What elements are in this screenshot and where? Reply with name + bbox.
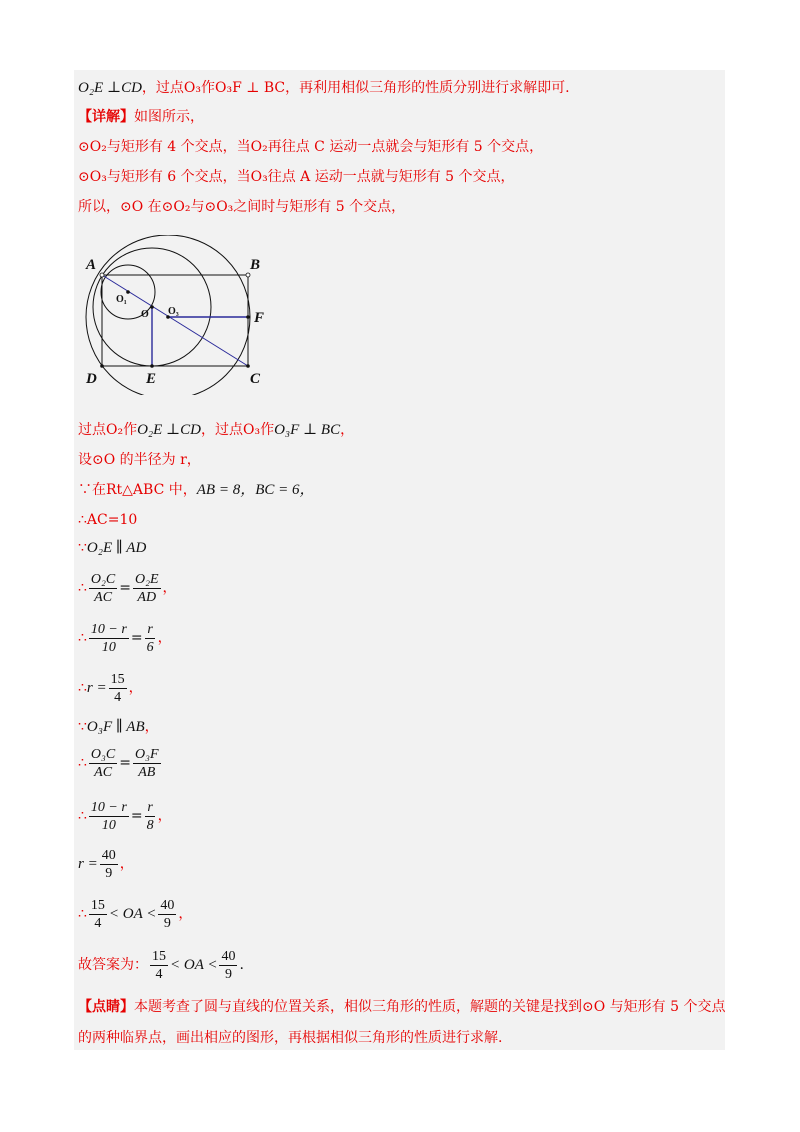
therefore-symbol: ∴	[78, 808, 87, 824]
point-a	[100, 273, 104, 277]
solution-line: ∴AC=10	[78, 512, 138, 528]
text-span: ，过点O₃作O₃F ⊥ BC，再利用相似三角形的性质分别进行求解即可.	[141, 80, 570, 96]
denominator: 4	[94, 915, 102, 931]
label-b: B	[250, 257, 261, 273]
math-expression: < OA <	[108, 906, 157, 922]
fraction	[89, 621, 129, 656]
therefore-symbol: ∴	[78, 906, 87, 922]
therefore-symbol: ∴	[78, 680, 87, 696]
solution-line	[78, 717, 159, 737]
denominator: 4	[155, 966, 163, 982]
math-expression: < OA <	[170, 957, 218, 973]
fraction	[100, 847, 118, 882]
denominator: AD	[137, 589, 157, 605]
text-span: ，过点O₃作	[201, 422, 275, 438]
denominator: 9	[163, 915, 171, 931]
label-a: A	[86, 257, 97, 273]
math-expression: O₃F ⊥ BC	[274, 422, 341, 438]
numerator: 40	[160, 897, 175, 913]
text-span: ，	[119, 856, 134, 872]
math-expression: AB = 8，BC = 6，	[196, 482, 315, 498]
solution-line: 所以，⊙O 在⊙O₂与⊙O₃之间时与矩形有 5 个交点，	[78, 199, 406, 215]
text-span: ∵	[78, 540, 87, 556]
solution-line	[78, 480, 315, 500]
therefore-symbol: ∴	[78, 755, 87, 771]
solution-line: 设⊙O 的半径为 r，	[78, 452, 201, 468]
solution-line: ⊙O₂与矩形有 4 个交点，当O₂再往点 C 运动一点就会与矩形有 5 个交点，	[78, 139, 544, 155]
fraction	[89, 571, 117, 606]
equation-line	[78, 896, 192, 932]
fraction	[89, 746, 117, 781]
denominator: AC	[94, 589, 113, 605]
denominator: AB	[138, 764, 156, 780]
point-d	[100, 364, 104, 368]
label-d: D	[86, 371, 97, 387]
numerator: O₃C	[90, 746, 116, 762]
geometry-figure	[80, 235, 280, 395]
point-b	[246, 273, 250, 277]
fraction	[145, 621, 156, 656]
numerator: r	[147, 621, 153, 637]
text-span: 如图所示，	[134, 109, 204, 125]
solution-line	[78, 420, 354, 440]
equation-line	[78, 846, 134, 882]
point-c	[246, 364, 250, 368]
text-span: ，	[144, 719, 159, 735]
numerator: 15	[152, 948, 166, 964]
text-span: ，	[340, 422, 355, 438]
point-f	[246, 315, 250, 319]
denominator: 4	[114, 689, 122, 705]
label-o1: O₁	[116, 294, 127, 305]
text-span: ，	[157, 808, 172, 824]
fraction	[133, 746, 161, 781]
denominator: 9	[224, 966, 232, 982]
text-span: ，	[162, 580, 177, 596]
numerator: O₂E	[134, 571, 159, 587]
numerator: 15	[90, 897, 105, 913]
fraction	[158, 897, 176, 932]
answer-label: 故答案为：	[78, 957, 148, 973]
fraction	[150, 948, 168, 983]
fraction	[145, 799, 156, 834]
equation-line: ∴ $\frac{10 - r}{10}$ = $\frac{r}{6}$ ，	[78, 621, 172, 655]
text-span: ∵在Rt△ABC 中，	[78, 482, 197, 498]
label-e: E	[146, 371, 157, 387]
solution-line	[78, 538, 146, 558]
text-span: 本题考查了圆与直线的位置关系，相似三角形的性质，解题的关键是找到⊙O 与矩形有 5 个交点	[134, 999, 726, 1015]
point-e	[150, 364, 154, 368]
numerator: O₂C	[90, 571, 116, 587]
fraction	[89, 799, 129, 834]
therefore-symbol: ∴	[78, 580, 87, 596]
denominator: 10	[101, 639, 116, 655]
equation-line: ∴ $\frac{\text{O₃C}}{AC}$ = $\frac{\text{O₃F}}{AB}$	[78, 746, 159, 780]
numerator: 10 − r	[90, 621, 127, 637]
math-expression: r =	[86, 680, 107, 696]
math-expression: r =	[78, 856, 98, 872]
label-c: C	[250, 371, 261, 387]
text-span: ，	[157, 630, 172, 646]
numerator: 40	[101, 847, 116, 863]
solution-line: ⊙O₃与矩形有 6 个交点，当O₃往点 A 运动一点就与矩形有 5 个交点，	[78, 169, 515, 185]
text-span: .	[239, 957, 244, 973]
numerator: r	[147, 799, 153, 815]
math-expression: O₂E ⊥CD	[78, 80, 142, 96]
math-expression: O₃F ∥ AB	[86, 719, 145, 735]
fraction	[109, 671, 127, 706]
equation-line: ∴ $\frac{10 - r}{10}$ = $\frac{r}{8}$ ，	[78, 799, 172, 833]
numerator: O₃F	[134, 746, 159, 762]
math-expression: O₂E ∥ AD	[86, 540, 147, 556]
detail-tag: 【详解】	[78, 109, 134, 125]
text-span: ∵	[78, 719, 87, 735]
solution-line	[78, 78, 570, 98]
comment-tag: 【点睛】	[78, 999, 134, 1015]
denominator: AC	[94, 764, 113, 780]
fraction	[133, 571, 161, 606]
denominator: 10	[101, 817, 116, 833]
numerator: 40	[221, 948, 236, 964]
denominator: 8	[146, 817, 154, 833]
fraction	[89, 897, 107, 932]
fraction	[219, 948, 237, 983]
denominator: 6	[146, 639, 154, 655]
point-o	[150, 305, 154, 309]
equation-line	[78, 670, 143, 706]
label-f: F	[254, 310, 265, 326]
label-o3: O₃	[168, 306, 179, 317]
text-span: ，	[128, 680, 143, 696]
numerator: 15	[110, 671, 125, 687]
answer-line	[78, 947, 244, 983]
equation-line: ∴ $\frac{\text{O₂C}}{AC}$ = $\frac{\text{O₂E}}{AD}$ ，	[78, 571, 177, 605]
numerator: 10 − r	[90, 799, 127, 815]
denominator: 9	[105, 865, 113, 881]
label-o: O	[141, 309, 149, 320]
detail-heading	[78, 107, 204, 127]
math-expression: O₂E ⊥CD	[137, 422, 201, 438]
comment-line	[78, 997, 725, 1017]
diagonal-ac	[102, 275, 248, 366]
comment-line: 的两种临界点，画出相应的图形，再根据相似三角形的性质进行求解.	[78, 1030, 503, 1046]
therefore-symbol: ∴	[78, 630, 87, 646]
text-span: 过点O₂作	[78, 422, 138, 438]
text-span: ，	[178, 906, 193, 922]
